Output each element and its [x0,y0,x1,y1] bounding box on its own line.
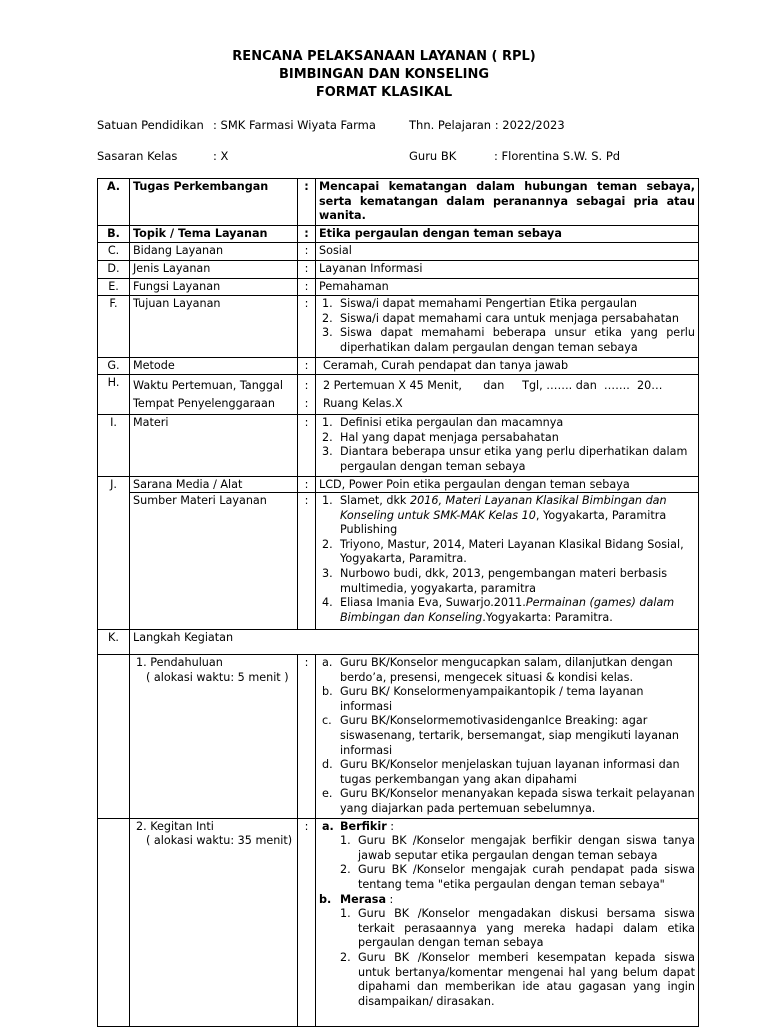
school-label: Satuan Pendidikan [97,118,204,132]
row-colon: : [298,415,316,476]
row-h [98,375,699,415]
list-item: 2. Triyono, Mastur, 2014, Materi Layanan Klasikal Bidang Sosial, Yogyakarta, Paramitra. [322,537,684,566]
list-item: 1. Slamet, dkk 2016, Materi Layanan Klasikal Bimbingan dan Konseling untuk SMK-MAK Kelas 10, Yogyakarta, Paramitra Publishing [322,494,667,537]
list-item: 2. Guru BK /Konselor mengajak curah pendapat pada siswa tentang tema "etika pergaulan dengan teman sebaya" [340,863,695,891]
list-item: e. Guru BK/Konselor menanyakan kepada siswa terkait pelayanan yang diajarkan pada pertemuan sebelumnya. [322,787,695,815]
row-colon: : [298,225,316,243]
row-code: D. [98,260,130,278]
row-g [98,357,699,375]
row-list [316,296,699,357]
row-pendahuluan [98,655,699,819]
row-j [98,476,699,630]
step-items [316,655,699,819]
step-label: 2. Kegitan Inti ( alokasi waktu: 35 menit) [130,818,298,1026]
doc-title: RENCANA PELAKSANAAN LAYANAN ( RPL) [232,49,536,64]
row-label: Jenis Layanan [130,260,298,278]
list-item: 4. Eliasa Imania Eva, Suwarjo.2011.Permainan (games) dalam Bimbingan dan Konseling.Yogyakarta: Paramitra. [322,596,675,624]
row-colon: : [298,260,316,278]
row-b [98,225,699,243]
row-sources: LCD, Power Poin etika pergaulan dengan teman sebaya 1. Slamet, dkk 2016, Materi Layanan Klasikal Bimbingan dan Konseling untuk SMK-MAK Kelas 10, Yogyakarta, Paramitra Publishing 2. Triyono, Mastur, 2014, Materi Layanan Klasikal Bidang Sosial, Yogyakarta, Paramitra. 3. Nurbowo budi, dkk, 2013, pengembangan materi berbasis multimedia, yogyakarta, paramitra 4. Eliasa Imania Eva, Suwarjo.2011.Permainan (games) dalam Bimbingan dan Konseling.Yogyakarta: Paramitra. [316,476,699,630]
class-label: Sasaran Kelas [97,149,178,163]
doc-subtitle: BIMBINGAN DAN KONSELING [278,67,490,82]
row-f [98,296,699,357]
row-value: Sosial [316,243,699,261]
row-code: A. [98,179,130,226]
row-code: K. [98,630,130,655]
row-value: Pemahaman [316,278,699,296]
row-value: Mencapai kematangan dalam hubungan teman sebaya, serta kematangan dalam peranannya sebagai pria atau wanita. [316,179,699,226]
list-item: 2. Guru BK /Konselor memberi kesempatan kepada siswa untuk bertanya/komentar mengenai hal yang belum dapat dipahami dan memberikan ide atau gagasan yang ingin disampaikan/ dirasakan. [340,950,695,1008]
row-k [98,630,699,655]
row-label: Sarana Media / Alat Sumber Materi Layanan [130,476,298,630]
list-item: a. Guru BK/Konselor mengucapkan salam, dilanjutkan dengan berdo’a, presensi, mengecek situasi & kondisi kelas. [322,656,673,684]
row-colon: : [298,179,316,226]
row-label: Tugas Perkembangan [130,179,298,226]
row-c [98,243,699,261]
row-label: Topik / Tema Layanan [130,225,298,243]
list-item: 1. Definisi etika pergaulan dan macamnya [322,416,564,430]
list-item: 2. Hal yang dapat menjaga persabahatan [322,430,559,444]
rpl-table [97,178,699,1027]
row-colon: : [298,655,316,819]
section-heading: a. Berfikir : [322,819,395,833]
row-code: C. [98,243,130,261]
row-colon: : [298,278,316,296]
row-colon: : : [298,375,316,415]
row-colon: : [298,296,316,357]
year-label: Thn. Pelajaran : 2022/2023 [409,118,565,132]
row-value: Etika pergaulan dengan teman sebaya [316,225,699,243]
row-colon: : [298,357,316,375]
list-item: 3. Diantara beberapa unsur etika yang perlu diperhatikan dalam pergaulan dengan teman sebaya [322,445,688,473]
row-colon: : [298,243,316,261]
row-label: Waktu Pertemuan, Tanggal Tempat Penyelenggaraan [130,375,298,415]
row-value: Layanan Informasi [316,260,699,278]
row-code: B. [98,225,130,243]
row-a [98,179,699,226]
row-d [98,260,699,278]
row-label: Langkah Kegiatan [130,630,699,655]
row-kegiatan-inti [98,818,699,1026]
list-item: d. Guru BK/Konselor menjelaskan tujuan layanan informasi dan tugas perkembangan yang akan dipahami [322,758,680,786]
list-item: c. Guru BK/KonselormemotivasidenganIce Breaking: agar siswasenang, tertarik, bersemangat, siap mengikuti layanan informasi [322,714,680,757]
row-label: Bidang Layanan [130,243,298,261]
list-item: 2. Siswa/i dapat memahami cara untuk menjaga persabahatan [322,311,679,325]
teacher-label: Guru BK [409,149,457,163]
row-value: 2 Pertemuan X 45 Menit, dan Tgl, ……. dan ……. 20… Ruang Kelas.X [316,375,699,415]
list-item: 1. Guru BK /Konselor mengajak berfikir dengan siswa tanya jawab seputar etika pergaulan dengan teman sebaya [340,834,695,862]
row-e [98,278,699,296]
list-item: 3. Nurbowo budi, dkk, 2013, pengembangan materi berbasis multimedia, yogyakarta, paramitra [322,567,668,595]
row-value: Ceramah, Curah pendapat dan tanya jawab [316,357,699,375]
teacher-value: : Florentina S.W. S. Pd [494,149,621,163]
step-items [316,818,699,1026]
list-item: 1. Guru BK /Konselor mengadakan diskusi bersama siswa terkait perasaannya yang mereka hadapi dalam etika pergaulan dengan teman sebaya [340,907,695,950]
row-code: H. [98,375,130,415]
row-list [316,415,699,476]
row-label: Metode [130,357,298,375]
row-colon: : [298,818,316,1026]
school-value: : SMK Farmasi Wiyata Farma [213,118,376,132]
row-code: I. [98,415,130,476]
row-label: Fungsi Layanan [130,278,298,296]
row-label: Tujuan Layanan [130,296,298,357]
list-item: 1. Siswa/i dapat memahami Pengertian Etika pergaulan [322,297,638,311]
list-item: 3. Siswa dapat memahami beberapa unsur etika yang perlu diperhatikan dalam pergaulan dengan teman sebaya [322,326,695,354]
row-code: E. [98,278,130,296]
class-value: : X [213,149,229,163]
row-code: J. [98,476,130,630]
row-i [98,415,699,476]
row-code: F. [98,296,130,357]
list-item: b. Guru BK/ Konselormenyampaikantopik / tema layanan informasi [322,685,644,713]
row-label: Materi [130,415,298,476]
section-heading: b. Merasa : [319,892,394,906]
step-label: 1. Pendahuluan ( alokasi waktu: 5 menit ) [130,655,298,819]
doc-format: FORMAT KLASIKAL [315,85,453,100]
row-code: G. [98,357,130,375]
row-colon: : : [298,476,316,630]
